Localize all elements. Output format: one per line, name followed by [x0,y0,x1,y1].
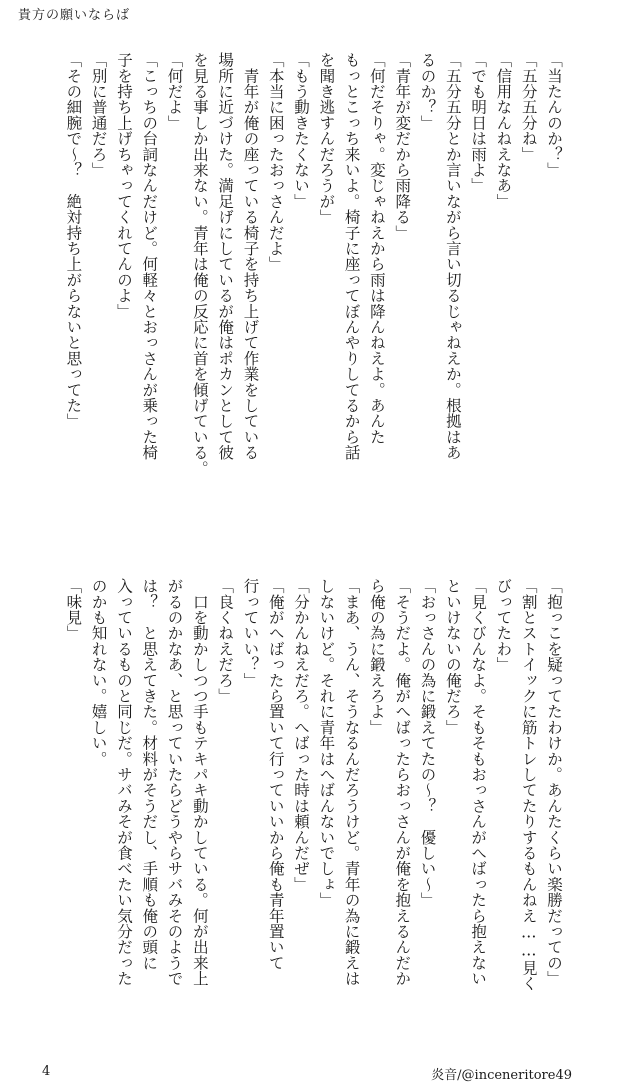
text-line: もっとこっち来いよ。椅子に座ってぼんやりしてるから話 [342,52,361,461]
text-line: 場所に近づけた。満足げにしているが俺はポカンとして彼 [216,52,235,461]
text-line: 行っていい？」 [241,578,260,688]
text-line: 「良くねえだろ」 [216,578,235,704]
text-line: 入っているものと同じだ。サバみそが食べたい気分だった [114,578,133,987]
text-line: 「そうだよ。俺がへばったらおっさんが俺を抱えるんだか [393,578,412,987]
text-line: 口を動かしつつ手もテキパキ動かしている。何が出来上 [190,578,209,987]
text-line: 「本当に困ったおっさんだよ」 [266,52,285,272]
text-line: 「もう動きたくない」 [292,52,311,209]
book-title: 貴方の願いならば [18,8,131,23]
text-line: 「割とストイックに筋トレしてたりするもんねえ……見く [519,578,538,992]
text-line: 「俺がへばったら置いて行っていいから俺も青年置いて [266,578,285,971]
text-line: 青年が俺の座っている椅子を持ち上げて作業をしている [241,52,260,461]
text-line: 「味見」 [64,578,83,641]
text-line: は？ と思えてきた。材料がそうだし、手順も俺の頭に [140,578,159,971]
text-line: を見る事しか出来ない。青年は俺の反応に首を傾げている。 [190,52,209,476]
text-line: びってたわ」 [494,578,513,673]
text-line: 「抱っこを疑ってたわけか。あんたくらい楽勝だっての」 [545,578,563,987]
text-line: 「でも明日は雨よ」 [469,52,488,194]
page-number: 4 [42,1064,51,1079]
text-line: 「何だよ」 [165,52,184,131]
text-line: 「信用なんねえなあ」 [494,52,513,209]
text-line: 「当たんのか？」 [545,52,563,178]
text-line: 「その細腕で〜？ 絶対持ち上がらないと思ってた」 [64,52,83,429]
text-line: のかも知れない。嬉しい。 [89,578,108,767]
author-credit: 炎音/@inceneritore49 [431,1068,572,1083]
text-line: 「青年が変だから雨降る」 [393,52,412,241]
text-line: しないけど。それに青年はへばんないでしょ」 [317,578,336,908]
text-line: 「別に普通だろ」 [89,52,108,178]
text-line: 「見くびんなよ。そもそもおっさんがへばったら抱えない [469,578,488,987]
text-line: 「五分五分とか言いながら言い切るじゃねえか。根拠はあ [443,52,462,461]
text-line: といけないの俺だろ」 [443,578,462,735]
text-block-top [60,52,566,522]
text-line: 「五分五分ね」 [519,52,538,162]
text-line: 「まあ、うん、そうなるんだろうけど。青年の為に鍛えは [342,578,361,987]
text-line: 子を持ち上げちゃってくれてんのよ」 [114,52,133,319]
text-block-bottom [60,578,566,1048]
text-line: ら俺の為に鍛えろよ」 [367,578,386,735]
text-line: 「分かんねえだろ。へばった時は頼んだぜ」 [292,578,311,892]
text-line: 「おっさんの為に鍛えてたの〜？ 優しい〜」 [418,578,437,908]
text-line: がるのかなあ、と思っていたらどうやらサバみそのようで [165,578,184,987]
text-line: るのか？」 [418,52,437,131]
text-line: を聞き逃すんだろうが」 [317,52,336,225]
text-line: 「こっちの台詞なんだけど。何軽々とおっさんが乗った椅 [140,52,159,461]
text-line: 「何だそりゃ。変じゃねえから雨は降んねえよ。あんた [367,52,386,445]
